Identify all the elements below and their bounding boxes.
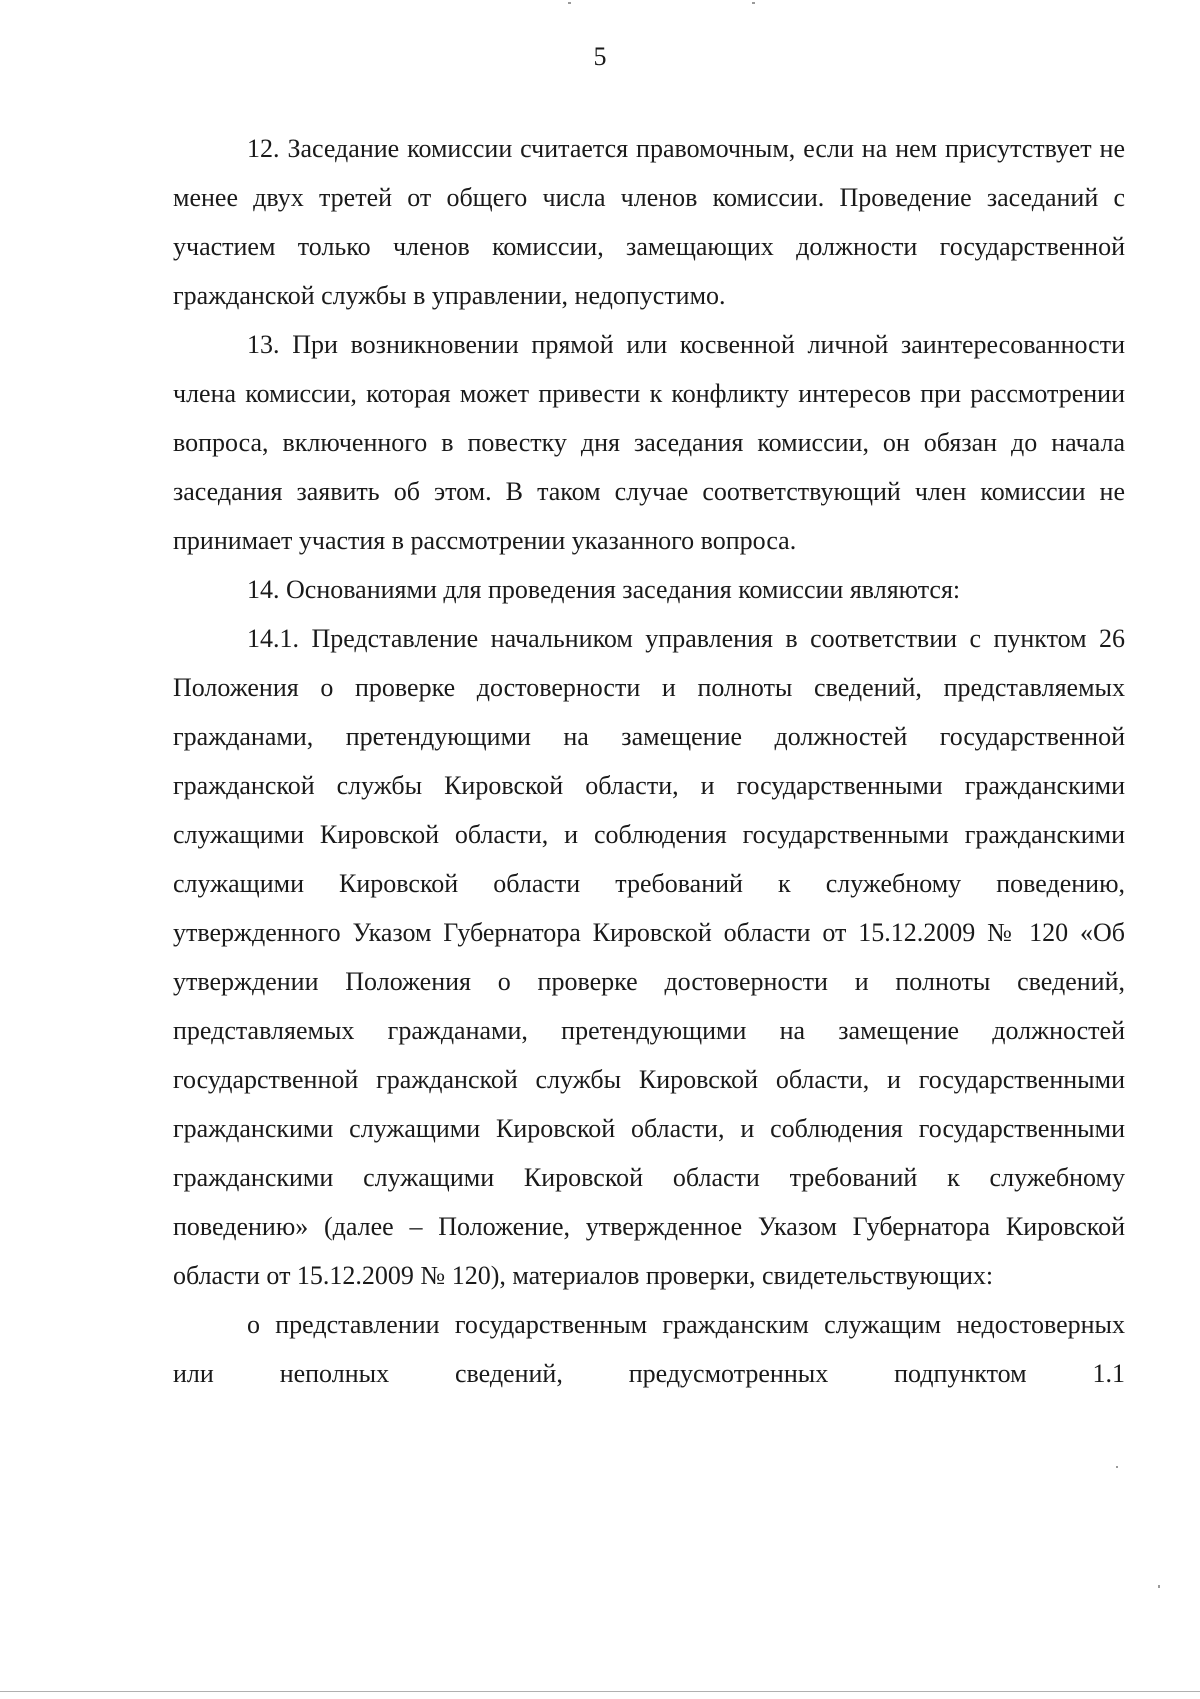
- scan-edge-line: [0, 1691, 1200, 1692]
- scan-dot-right-edge: [1158, 1585, 1160, 1588]
- paragraph-14-1-item: о представлении государственным гражданским служащим недостоверных или неполных сведений, предусмотренных подпунктом 1.1: [173, 1310, 1125, 1388]
- paragraph-12: 12. Заседание комиссии считается правомочным, если на нем присутствует не менее двух третей от общего числа членов комиссии. Проведение заседаний с участием только членов комиссии, замещающих должности государственной гражданской службы в управлении, недопустимо.: [173, 134, 1125, 310]
- page-number: 5: [593, 42, 607, 71]
- body-text: [173, 124, 1125, 1398]
- scan-dot-margin: [1116, 1466, 1118, 1468]
- paragraph-14-1: 14.1. Представление начальником управления в соответствии с пунктом 26 Положения о проверке достоверности и полноты сведений, представляемых гражданами, претендующими на замещение должностей государственной гражданской службы Кировской области, и государственными гражданскими служащими Кировской области, и соблюдения государственными гражданскими служащими Кировской области требований к служебному поведению, утвержденного Указом Губернатора Кировской области от 15.12.2009 № 120 «Об утверждении Положения о проверке достоверности и полноты сведений, представляемых гражданами, претендующими на замещение должностей государственной гражданской службы Кировской области, и государственными гражданскими служащими Кировской области, и соблюдения государственными гражданскими служащими Кировской области требований к служебному поведению» (далее – Положение, утвержденное Указом Губернатора Кировской области от 15.12.2009 № 120), материалов проверки, свидетельствующих:: [173, 624, 1125, 1290]
- paragraph-13: 13. При возникновении прямой или косвенной личной заинтересованности члена комиссии, которая может привести к конфликту интересов при рассмотрении вопроса, включенного в повестку дня заседания комиссии, он обязан до начала заседания заявить об этом. В таком случае соответствующий член комиссии не принимает участия в рассмотрении указанного вопроса.: [173, 330, 1125, 555]
- scan-dot-top-left: [568, 2, 571, 4]
- scan-dot-top-right: [752, 2, 755, 4]
- paragraph-14: 14. Основаниями для проведения заседания комиссии являются:: [247, 575, 961, 604]
